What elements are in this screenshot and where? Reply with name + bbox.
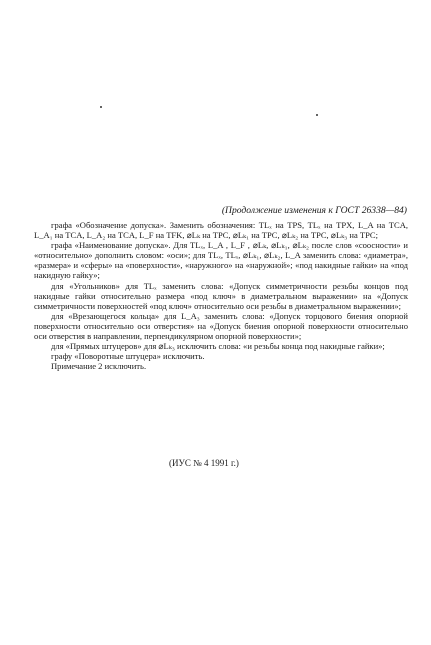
paragraph-designation-column: графа «Обозначение допуска». Заменить обозначения: TLₓ на TPS, TLₓ на TPX, L_A на TCA, L_A₁ на TCA, L_A₂ на TCA, L_F на TFK, ⌀Lₖ на TPC, ⌀Lₖ₁ на TPC, ⌀Lₖ₂ на TPC, ⌀Lₖ₃ на TPC;	[34, 220, 408, 241]
continuation-header: (Продолжение изменения к ГОСТ 26338—84)	[221, 205, 407, 216]
paragraph-tolerance-name-column: графа «Наименование допуска». Для TLₓ, L_A , L_F , ⌀Lₖ, ⌀Lₖ₁, ⌀Lₖ₂ после слов «соосности» и «относительно» дополнить словом: «оси»; для TLₓ, TLₓ, ⌀Lₖ₁, ⌀Lₖ₂, L_A заменить слова: «диаметра», «размера» и «сферы» на «поверхности», «наружного» на «наружной»; «под накидные гайки» на «под накидную гайку»;	[34, 240, 408, 281]
ius-reference: (ИУС № 4 1991 г.)	[169, 458, 239, 468]
paragraph-cutting-ring: для «Врезающегося кольца» для L_A₃ заменить слова: «Допуск торцового биения опорной поверхности относительно оси отверстия» на «Допуск биения опорной поверхности относительно оси отверстия в направлении, перпендикулярном опорной поверхности»;	[34, 310, 408, 342]
paragraph-note-2: Примечание 2 исключить.	[51, 361, 147, 372]
paragraph-straight-fittings: для «Прямых штуцеров» для ⌀Lₖ₃ исключить слова: «и резьбы конца под накидные гайки»;	[51, 341, 385, 352]
scan-speck	[316, 114, 318, 116]
paragraph-elbows: для «Угольников» для TLₓ заменить слова: «Допуск симметричности резьбы концов под накидные гайки относительно размера «под ключ» в диаметральном выражении» на «Допуск симметричности поверхностей «под ключ» относительно оси резьбы в диаметральном выражении»;	[34, 280, 408, 311]
scan-speck	[100, 106, 102, 108]
amendment-text	[34, 220, 408, 371]
paragraph-swivel-fittings: графу «Поворотные штуцера» исключить.	[51, 351, 205, 362]
